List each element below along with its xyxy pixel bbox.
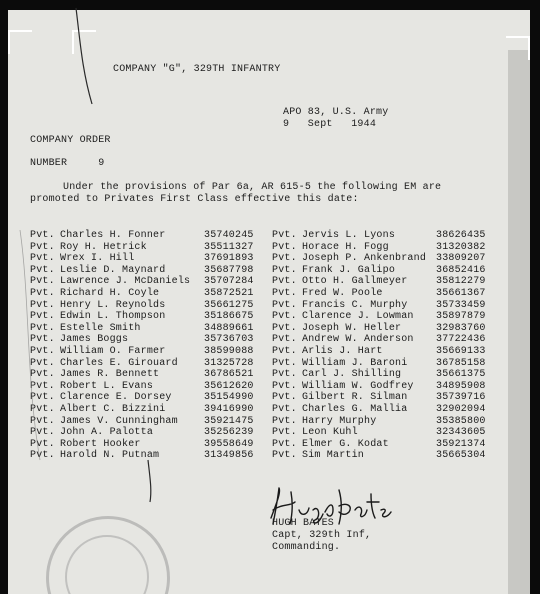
roster-name: Clarence E. Dorsey <box>60 392 172 404</box>
roster-serial: 35739716 <box>436 392 486 404</box>
roster-serial: 38626435 <box>436 230 486 241</box>
roster-name: Jervis L. Lyons <box>302 230 396 241</box>
corner-mark-top-right <box>506 36 530 60</box>
roster-serial: 35669133 <box>436 346 486 357</box>
roster-rank: Pvt. <box>30 438 55 450</box>
roster-serial: 32902094 <box>436 404 486 415</box>
roster-name: John A. Palotta <box>60 427 154 439</box>
roster-rank: Pvt. <box>272 450 297 462</box>
roster-rank: Pvt. <box>272 415 297 427</box>
corner-mark-top-left-inner <box>72 30 96 54</box>
roster-serial: 34889661 <box>204 322 254 334</box>
roster-name: Arlis J. Hart <box>302 346 383 357</box>
roster-name: Otto H. Gallmeyer <box>302 276 408 288</box>
roster-rank: Pvt. <box>30 253 55 265</box>
roster-rank: Pvt. <box>30 427 55 439</box>
roster-serial: 36852416 <box>436 264 486 276</box>
roster-name: Henry L. Reynolds <box>60 299 166 311</box>
roster-serial: 35921475 <box>204 415 254 427</box>
roster-name: Clarence J. Lowman <box>302 311 414 323</box>
roster-serial: 35740245 <box>204 230 254 241</box>
roster-name: Charles H. Fonner <box>60 230 166 241</box>
roster-serial: 35661367 <box>436 288 486 299</box>
roster-rank: Pvt. <box>30 241 55 253</box>
roster-rank: Pvt. <box>30 404 55 415</box>
order-number: NUMBER 9 <box>30 158 105 169</box>
roster-rank: Pvt. <box>30 311 55 323</box>
corner-mark-top-left <box>8 30 32 54</box>
roster-rank: Pvt. <box>272 334 297 346</box>
document-header: COMPANY "G", 329TH INFANTRY <box>113 64 281 75</box>
roster-name: Wrex I. Hill <box>60 253 135 265</box>
roster-rank: Pvt. <box>272 369 297 381</box>
roster-serial: 35154990 <box>204 392 254 404</box>
roster-name: Robert Hooker <box>60 438 141 450</box>
roster-name: William W. Godfrey <box>302 380 414 392</box>
roster-serial: 37722436 <box>436 334 486 346</box>
roster-rank: Pvt. <box>272 299 297 311</box>
roster-serial: 35687798 <box>204 264 254 276</box>
roster-rank: Pvt. <box>30 346 55 357</box>
roster-rank: Pvt. <box>272 322 297 334</box>
roster-serial: 33809207 <box>436 253 486 265</box>
signer-name: HUGH BATES <box>272 518 335 529</box>
roster-rank: Pvt. <box>30 450 55 462</box>
roster-serial: 38599088 <box>204 346 254 357</box>
roster-rank: Pvt. <box>30 230 55 241</box>
roster-rank: Pvt. <box>272 230 297 241</box>
roster-name: Edwin L. Thompson <box>60 311 166 323</box>
roster-name: Harold N. Putnam <box>60 450 160 462</box>
roster-name: Robert L. Evans <box>60 380 154 392</box>
roster-name: William J. Baroni <box>302 357 408 369</box>
roster-name: James V. Cunningham <box>60 415 178 427</box>
roster-serial: 36786521 <box>204 369 254 381</box>
roster-rank: Pvt. <box>30 299 55 311</box>
roster-rank: Pvt. <box>272 404 297 415</box>
roster-rank: Pvt. <box>30 415 55 427</box>
roster-name: Estelle Smith <box>60 322 141 334</box>
roster-serial: 39558649 <box>204 438 254 450</box>
ink-stamp <box>46 516 170 594</box>
roster-name: Frank J. Galipo <box>302 264 396 276</box>
roster-name: Sim Martin <box>302 450 365 462</box>
roster-rank: Pvt. <box>272 357 297 369</box>
roster-serial: 35385800 <box>436 415 486 427</box>
roster-rank: Pvt. <box>272 392 297 404</box>
roster-name: Elmer G. Kodat <box>302 438 389 450</box>
roster-rank: Pvt. <box>30 264 55 276</box>
roster-serial: 35897879 <box>436 311 486 323</box>
roster-name: Francis C. Murphy <box>302 299 408 311</box>
roster-rank: Pvt. <box>272 253 297 265</box>
roster-rank: Pvt. <box>272 264 297 276</box>
roster-serial: 37691893 <box>204 253 254 265</box>
roster-rank: Pvt. <box>30 392 55 404</box>
roster-serial: 35921374 <box>436 438 486 450</box>
signer-role: Commanding. <box>272 542 341 553</box>
roster-rank: Pvt. <box>30 357 55 369</box>
roster-rank: Pvt. <box>272 427 297 439</box>
roster-rank: Pvt. <box>30 369 55 381</box>
signer-title: Capt, 329th Inf, <box>272 530 372 541</box>
roster-rank: Pvt. <box>272 288 297 299</box>
roster-rank: Pvt. <box>272 241 297 253</box>
roster-serial: 35661375 <box>436 369 486 381</box>
roster-rank: Pvt. <box>30 276 55 288</box>
roster-serial: 35707284 <box>204 276 254 288</box>
roster-rank: Pvt. <box>30 322 55 334</box>
roster-name: Lawrence J. McDaniels <box>60 276 191 288</box>
roster-name: Charles G. Mallia <box>302 404 408 415</box>
roster-serial: 35511327 <box>204 241 254 253</box>
roster-serial: 31349856 <box>204 450 254 462</box>
backing-paper <box>508 50 530 594</box>
roster-serial: 35665304 <box>436 450 486 462</box>
roster-rank: Pvt. <box>30 380 55 392</box>
roster-serial: 31325728 <box>204 357 254 369</box>
roster-name: Gilbert R. Silman <box>302 392 408 404</box>
roster-name: Joseph P. Ankenbrand <box>302 253 427 265</box>
roster-name: Andrew W. Anderson <box>302 334 414 346</box>
intro-line-2: promoted to Privates First Class effective this date: <box>30 194 359 205</box>
apo-line: APO 83, U.S. Army <box>283 107 389 118</box>
roster-rank: Pvt. <box>30 288 55 299</box>
roster-name: James R. Bennett <box>60 369 160 381</box>
roster-serial: 32343605 <box>436 427 486 439</box>
roster-serial: 35612620 <box>204 380 254 392</box>
order-label: COMPANY ORDER <box>30 135 111 146</box>
roster-serial: 35661275 <box>204 299 254 311</box>
roster-serial: 34895908 <box>436 380 486 392</box>
roster-serial: 31320382 <box>436 241 486 253</box>
roster-name: Horace H. Fogg <box>302 241 389 253</box>
roster-rank: Pvt. <box>272 346 297 357</box>
roster-rank: Pvt. <box>30 334 55 346</box>
roster-serial: 35736703 <box>204 334 254 346</box>
roster-name: Fred W. Poole <box>302 288 383 299</box>
date-line: 9 Sept 1944 <box>283 119 377 130</box>
roster-name: Leon Kuhl <box>302 427 358 439</box>
roster-name: Richard H. Coyle <box>60 288 160 299</box>
roster-serial: 35256239 <box>204 427 254 439</box>
roster-rank: Pvt. <box>272 311 297 323</box>
roster-serial: 35186675 <box>204 311 254 323</box>
roster-serial: 39416990 <box>204 404 254 415</box>
roster-name: Albert C. Bizzini <box>60 404 166 415</box>
intro-line-1: Under the provisions of Par 6a, AR 615-5 the following EM are <box>63 182 442 193</box>
roster-name: Joseph W. Heller <box>302 322 402 334</box>
roster-name: Carl J. Shilling <box>302 369 402 381</box>
roster-name: Roy H. Hetrick <box>60 241 147 253</box>
roster-name: Charles E. Girouard <box>60 357 178 369</box>
document-page <box>8 10 530 594</box>
roster-name: Harry Murphy <box>302 415 377 427</box>
roster-name: Leslie D. Maynard <box>60 264 166 276</box>
ink-stamp-inner-ring <box>65 535 149 594</box>
roster-serial: 35872521 <box>204 288 254 299</box>
roster-serial: 36785158 <box>436 357 486 369</box>
roster-rank: Pvt. <box>272 276 297 288</box>
roster-name: James Boggs <box>60 334 129 346</box>
roster-rank: Pvt. <box>272 438 297 450</box>
roster-serial: 35812279 <box>436 276 486 288</box>
roster-rank: Pvt. <box>272 380 297 392</box>
roster-serial: 35733459 <box>436 299 486 311</box>
roster-serial: 32983760 <box>436 322 486 334</box>
roster-name: William O. Farmer <box>60 346 166 357</box>
